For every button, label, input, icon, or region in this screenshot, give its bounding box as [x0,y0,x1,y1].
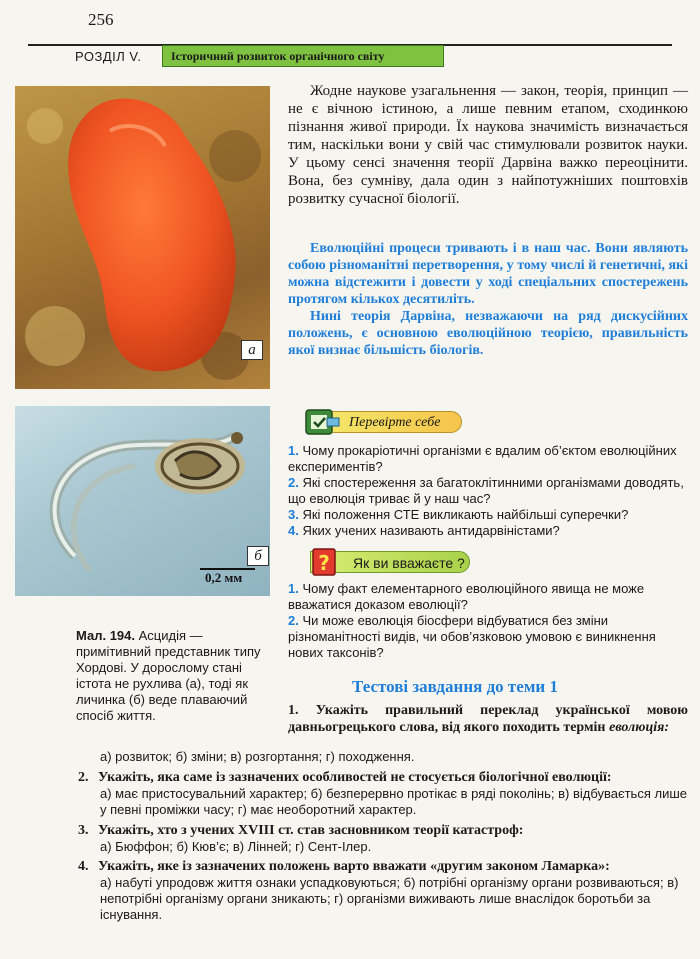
check-yourself-banner [306,411,462,433]
test-answers-1: а) розвиток; б) зміни; в) розгортання; г) походження. [100,749,415,764]
test-question-4: 4. Укажіть, яке із зазначених положень варто вважати «другим законом Ламарка»: а) набуті упродовж життя ознаки успадковуються; б) потрібні організму органи розвиваються; в) непотрібні організму органи зникають; г) організми виживають лише внаслідок боротьби за існування. [78,858,690,923]
ascidian-adult-photo [15,86,270,389]
list-item: 3. Які положення СТЕ викликають найбільші суперечки? [288,507,629,522]
check-yourself-title: Перевірте себе [349,415,441,430]
test-question-3: 3. Укажіть, хто з учених XVIII ст. став засновником теорії катастроф: а) Бюффон; б) Кюв’є; в) Лінней; г) Сент-Ілер. [78,822,690,855]
figure-caption [76,628,276,724]
intro-paragraph: Жодне наукове узагальнення — закон, теорія, принцип — не є вічною істиною, а лише певним етапом, сходинкою пізнання живої природи. Їх наукова значимість визначається тим, наскільки вони у свій час стимулювали розвиток науки. У цьому сенсі значення теорії Дарвіна важко переоцінити. Вона, без сумніву, дала один з найпотужніших поштовхів розвитку сучасної біології. [288,83,688,207]
what-do-you-think-questions [288,581,688,661]
list-item: 1. Чому прокаріотичні організми є вдалим об’єктом еволюційних експериментів? [288,443,677,474]
highlight-paragraph-2: Нині теорія Дарвіна, незважаючи на ряд дискусійних положень, є основною еволюційною теорією, правильність якої визнає більшість біологів. [288,309,688,358]
photo-label-a: а [241,340,263,360]
highlight-paragraph-1: Еволюційні процеси тривають і в наш час. Вони являють собою різноманітні перетворення, у тому числі й генетичні, які можна відстежити і довести у ході спеціальних спостережень протягом кількох десятиліть. [288,241,688,307]
svg-text:?: ? [318,551,330,575]
test-question-1: 1. Укажіть правильний переклад української мовою давньогрецького слова, від якого походить термін еволюція: [288,703,688,735]
main-paragraph [288,82,688,208]
question-mark-icon [307,546,345,578]
chapter-title: Історичний розвиток органічного світу [162,45,444,67]
page-number: 256 [88,10,114,29]
scale-label: 0,2 мм [205,570,243,585]
list-item: 2. Які спостереження за багатоклітинними організмами доводять, що еволюція триває й у наш час? [288,475,684,506]
test-heading: Тестові завдання до теми 1 [352,677,558,696]
what-do-you-think-banner [310,551,470,573]
test-answers-4: а) набуті упродовж життя ознаки успадковуються; б) потрібні організму органи розвиваються; в) непотрібні організму органи зникають; г) організми виживають лише внаслідок боротьби за існування. [100,875,679,922]
test-question-2: 2. Укажіть, яка саме із зазначених особливостей не стосується біологічної еволюції: а) має пристосувальний характер; б) безперервно протікає в ряді поколінь; в) відбувається лише у певні проміжки часу; г) має необоротний характер. [78,769,690,818]
section-label: РОЗДІЛ V. [75,49,142,64]
clipboard-check-icon [303,406,341,438]
list-item: 2. Чи може еволюція біосфери відбуватися без зміни різноманітності видів, чи обов’язковою умовою є виникнення нових таксонів? [288,613,656,660]
list-item: 1. Чому факт елементарного еволюційного явища не може вважатися доказом еволюції? [288,581,645,612]
caption-lead: Мал. 194. [76,628,136,643]
test-answers-3: а) Бюффон; б) Кюв’є; в) Лінней; г) Сент-Ілер. [100,839,372,854]
check-yourself-questions [288,443,688,539]
caption-text: Асцидія — примітивний представник типу Хордові. У дорослому стані істота не рухлива (а), тоді як личинка (б) веде плаваючий спосіб життя. [76,628,261,723]
highlight-block [288,240,688,359]
test-answers-2: а) має пристосувальний характер; б) безперервно протікає в ряді поколінь; в) відбувається лише у певні проміжки часу; г) має необоротний характер. [100,786,687,817]
what-do-you-think-title: Як ви вважаєте ? [353,555,465,571]
ascidian-adult-illustration [15,86,270,389]
list-item: 4. Яких учених називають антидарвіністами? [288,523,560,538]
photo-label-b: б [247,546,269,566]
